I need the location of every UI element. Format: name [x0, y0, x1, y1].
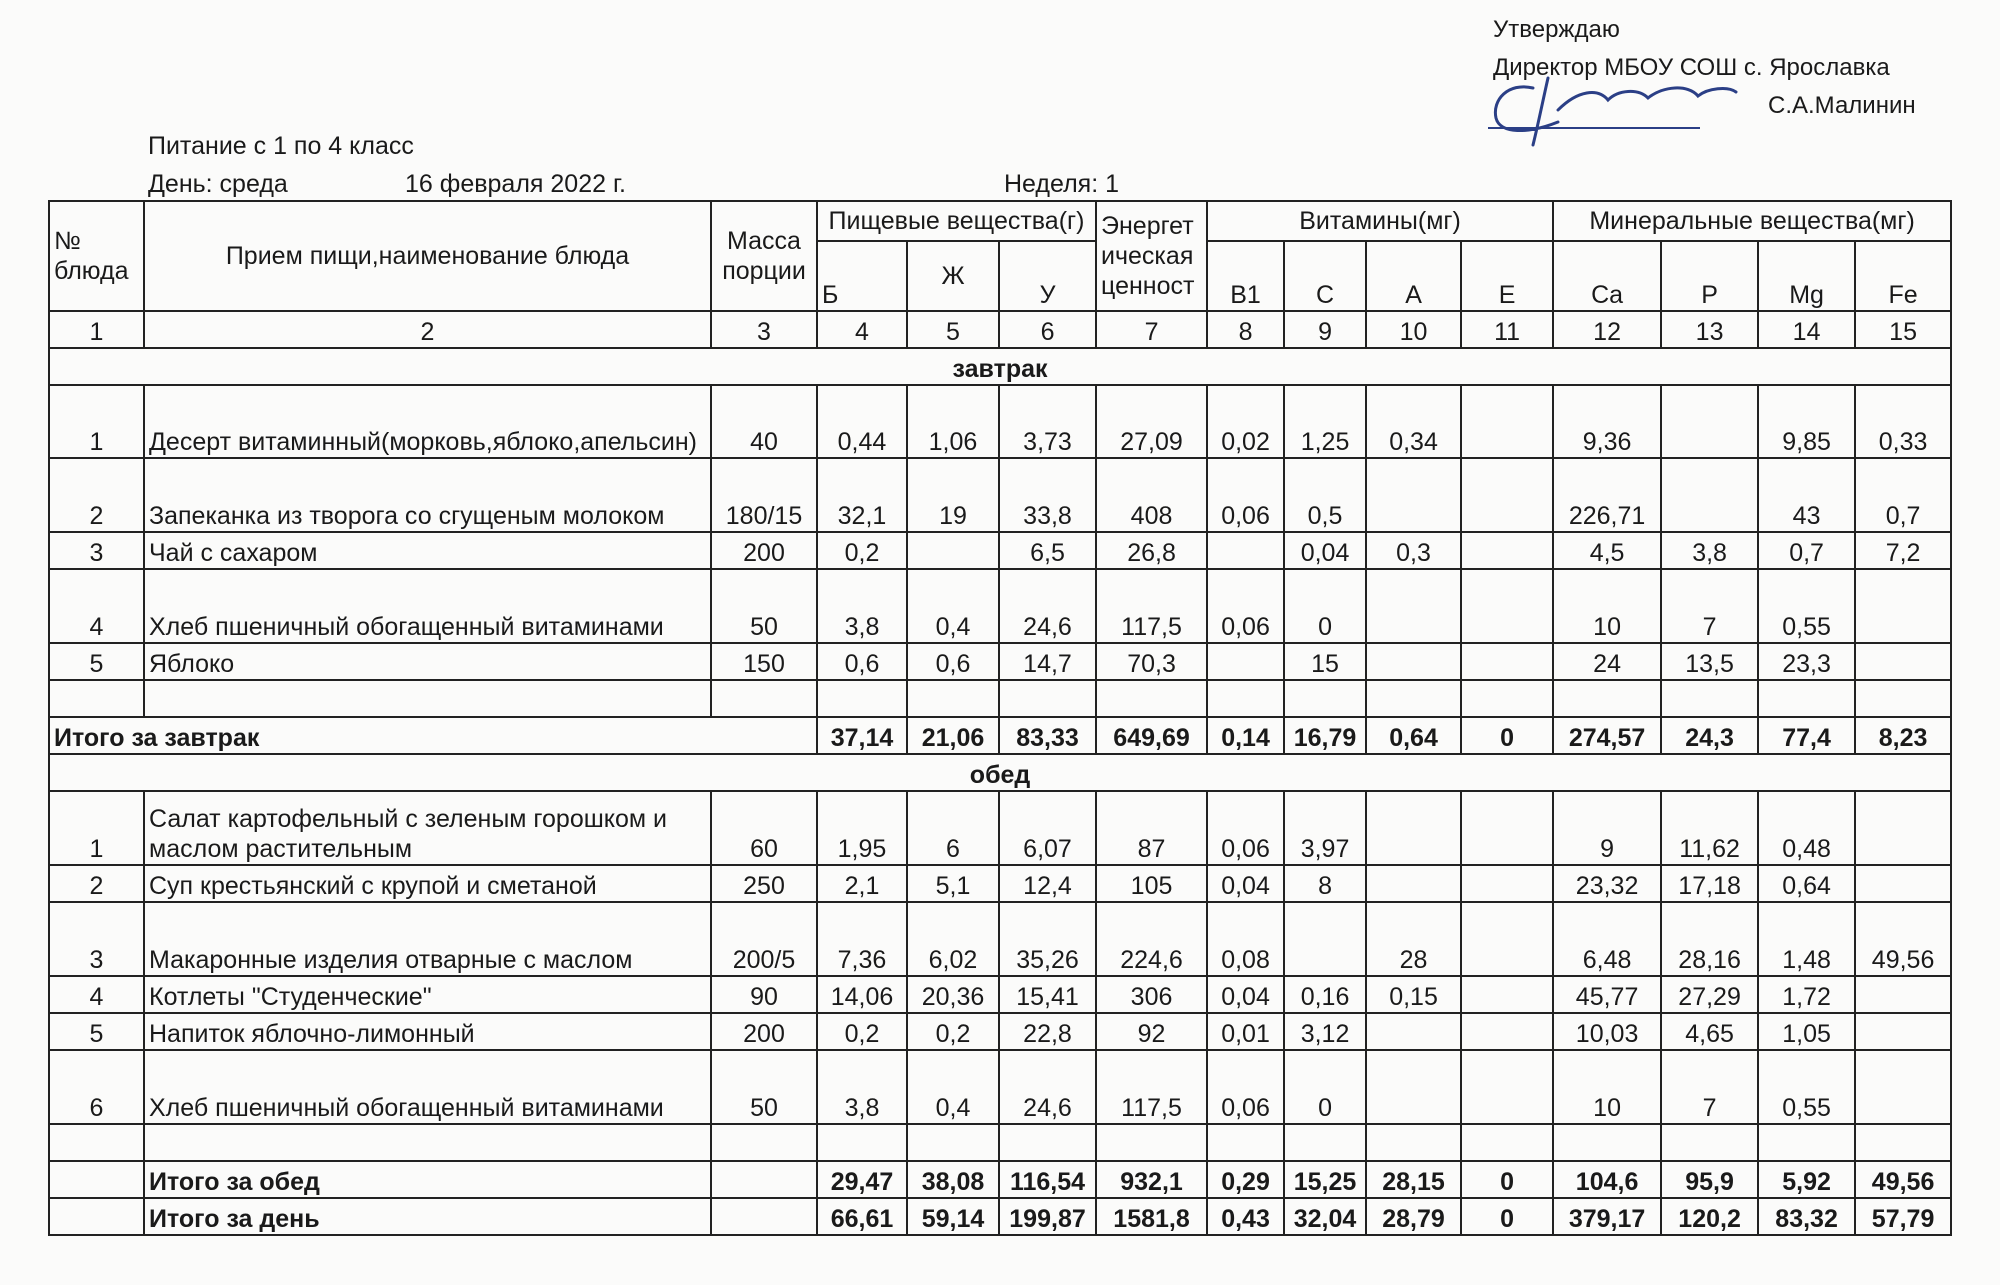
cell-c — [1284, 902, 1366, 976]
cell-fe — [1855, 976, 1951, 1013]
total-a: 28,15 — [1366, 1161, 1461, 1198]
day-total-row — [49, 1198, 1951, 1235]
col-fe: Fe — [1855, 241, 1951, 311]
index-cell: 3 — [711, 311, 817, 348]
dish-number: 5 — [49, 1013, 144, 1050]
total-mg: 83,32 — [1758, 1198, 1855, 1235]
cell-mg: 0,64 — [1758, 865, 1855, 902]
cell-mass: 200/5 — [711, 902, 817, 976]
cell-b1: 0,06 — [1207, 1050, 1284, 1124]
cell-c: 0 — [1284, 569, 1366, 643]
cell-b1: 0,08 — [1207, 902, 1284, 976]
section-breakfast — [49, 348, 1951, 385]
cell-a: 0,15 — [1366, 976, 1461, 1013]
total-zh: 38,08 — [907, 1161, 999, 1198]
index-cell: 15 — [1855, 311, 1951, 348]
cell-c: 0,16 — [1284, 976, 1366, 1013]
cell-p — [1661, 458, 1758, 532]
cell-a — [1366, 1013, 1461, 1050]
cell-a — [1366, 1050, 1461, 1124]
dish-number: 4 — [49, 976, 144, 1013]
table-row — [49, 865, 1951, 902]
cell-b1 — [1207, 532, 1284, 569]
index-cell: 9 — [1284, 311, 1366, 348]
section-lunch — [49, 754, 1951, 791]
table-row — [49, 569, 1951, 643]
cell-b: 0,6 — [817, 643, 907, 680]
approval-line-1: Утверждаю — [1493, 16, 1620, 43]
cell-p: 13,5 — [1661, 643, 1758, 680]
col-c: С — [1284, 241, 1366, 311]
index-cell: 8 — [1207, 311, 1284, 348]
date-label: 16 февраля 2022 г. — [405, 170, 626, 198]
total-ca: 379,17 — [1553, 1198, 1661, 1235]
cell-fe: 49,56 — [1855, 902, 1951, 976]
cell-zh: 19 — [907, 458, 999, 532]
total-c: 16,79 — [1284, 717, 1366, 754]
cell-u: 24,6 — [999, 1050, 1096, 1124]
cell-a: 0,34 — [1366, 385, 1461, 458]
table-row — [49, 458, 1951, 532]
cell-mass: 200 — [711, 1013, 817, 1050]
total-label: Итого за завтрак — [49, 717, 817, 754]
cell-zh: 1,06 — [907, 385, 999, 458]
cell-b: 0,2 — [817, 1013, 907, 1050]
cell-zh — [907, 532, 999, 569]
index-cell: 13 — [1661, 311, 1758, 348]
index-cell: 12 — [1553, 311, 1661, 348]
cell-b1: 0,04 — [1207, 865, 1284, 902]
cell-c: 15 — [1284, 643, 1366, 680]
cell-mg: 1,05 — [1758, 1013, 1855, 1050]
col-energy-2: ическая — [1101, 242, 1194, 270]
col-p: P — [1661, 241, 1758, 311]
table-row — [49, 791, 1951, 865]
index-cell: 2 — [144, 311, 711, 348]
total-mg: 5,92 — [1758, 1161, 1855, 1198]
dish-name: Салат картофельный с зеленым горошком и маслом растительным — [144, 791, 711, 865]
total-energy: 932,1 — [1096, 1161, 1207, 1198]
table-row — [49, 976, 1951, 1013]
cell-p: 28,16 — [1661, 902, 1758, 976]
cell-energy: 224,6 — [1096, 902, 1207, 976]
dish-name: Напиток яблочно-лимонный — [144, 1013, 711, 1050]
dish-number: 5 — [49, 643, 144, 680]
cell-fe — [1855, 1013, 1951, 1050]
table-row — [49, 643, 1951, 680]
cell-p: 11,62 — [1661, 791, 1758, 865]
index-cell: 7 — [1096, 311, 1207, 348]
cell-b1: 0,06 — [1207, 458, 1284, 532]
cell-energy: 87 — [1096, 791, 1207, 865]
col-vitamins: Витамины(мг) — [1207, 201, 1553, 241]
index-cell: 14 — [1758, 311, 1855, 348]
cell-p: 3,8 — [1661, 532, 1758, 569]
section-title: завтрак — [49, 348, 1951, 385]
cell-u: 14,7 — [999, 643, 1096, 680]
week-label: Неделя: 1 — [1004, 170, 1119, 198]
cell-a — [1366, 791, 1461, 865]
cell-energy: 26,8 — [1096, 532, 1207, 569]
cell-b: 3,8 — [817, 1050, 907, 1124]
cell-mg: 43 — [1758, 458, 1855, 532]
total-p: 120,2 — [1661, 1198, 1758, 1235]
cell-u: 22,8 — [999, 1013, 1096, 1050]
dish-number: 3 — [49, 902, 144, 976]
cell-mass: 60 — [711, 791, 817, 865]
dish-name: Яблоко — [144, 643, 711, 680]
col-b: Б — [817, 241, 907, 311]
total-b1: 0,43 — [1207, 1198, 1284, 1235]
total-b1: 0,29 — [1207, 1161, 1284, 1198]
dish-number: 3 — [49, 532, 144, 569]
empty-row — [49, 1124, 1951, 1161]
cell-energy: 27,09 — [1096, 385, 1207, 458]
empty-row — [49, 680, 1951, 717]
cell-b: 3,8 — [817, 569, 907, 643]
total-label: Итого за день — [144, 1198, 711, 1235]
total-c: 32,04 — [1284, 1198, 1366, 1235]
cell-ca: 9,36 — [1553, 385, 1661, 458]
cell-b1: 0,06 — [1207, 791, 1284, 865]
lunch-total-row — [49, 1161, 1951, 1198]
cell-e — [1461, 643, 1553, 680]
day-label: День: среда — [148, 170, 288, 198]
cell-mg: 1,48 — [1758, 902, 1855, 976]
total-ca: 274,57 — [1553, 717, 1661, 754]
cell-c: 8 — [1284, 865, 1366, 902]
cell-e — [1461, 532, 1553, 569]
cell-mg: 0,48 — [1758, 791, 1855, 865]
cell-p: 27,29 — [1661, 976, 1758, 1013]
dish-name: Десерт витаминный(морковь,яблоко,апельсин) — [144, 385, 711, 458]
cell-zh: 5,1 — [907, 865, 999, 902]
cell-ca: 4,5 — [1553, 532, 1661, 569]
dish-number: 6 — [49, 1050, 144, 1124]
cell-e — [1461, 902, 1553, 976]
col-u: У — [999, 241, 1096, 311]
dish-name: Макаронные изделия отварные с маслом — [144, 902, 711, 976]
cell-b: 0,2 — [817, 532, 907, 569]
dish-number: 1 — [49, 791, 144, 865]
total-p: 24,3 — [1661, 717, 1758, 754]
cell-mass: 250 — [711, 865, 817, 902]
cell-c: 3,12 — [1284, 1013, 1366, 1050]
cell-b1: 0,04 — [1207, 976, 1284, 1013]
dish-name: Запеканка из творога со сгущеным молоком — [144, 458, 711, 532]
cell-e — [1461, 976, 1553, 1013]
dish-name: Чай с сахаром — [144, 532, 711, 569]
col-energy-3: ценност — [1101, 272, 1195, 300]
cell-b: 2,1 — [817, 865, 907, 902]
total-u: 116,54 — [999, 1161, 1096, 1198]
cell-b1: 0,06 — [1207, 569, 1284, 643]
total-fe: 57,79 — [1855, 1198, 1951, 1235]
cell-zh: 0,2 — [907, 1013, 999, 1050]
section-title: обед — [49, 754, 1951, 791]
cell-b: 7,36 — [817, 902, 907, 976]
cell-b: 32,1 — [817, 458, 907, 532]
header-row-1 — [49, 201, 1951, 241]
cell-fe: 0,33 — [1855, 385, 1951, 458]
total-u: 83,33 — [999, 717, 1096, 754]
dish-number: 1 — [49, 385, 144, 458]
total-e: 0 — [1461, 1198, 1553, 1235]
total-zh: 59,14 — [907, 1198, 999, 1235]
cell-mass: 180/15 — [711, 458, 817, 532]
table-row — [49, 385, 1951, 458]
cell-a — [1366, 643, 1461, 680]
cell-a — [1366, 458, 1461, 532]
cell-p: 7 — [1661, 569, 1758, 643]
cell-a: 28 — [1366, 902, 1461, 976]
index-cell: 4 — [817, 311, 907, 348]
cell-mass: 90 — [711, 976, 817, 1013]
cell-u: 33,8 — [999, 458, 1096, 532]
cell-p: 17,18 — [1661, 865, 1758, 902]
cell-b1: 0,02 — [1207, 385, 1284, 458]
cell-mass: 50 — [711, 569, 817, 643]
cell-energy: 306 — [1096, 976, 1207, 1013]
total-b: 37,14 — [817, 717, 907, 754]
cell-u: 3,73 — [999, 385, 1096, 458]
col-energy — [1096, 201, 1207, 311]
cell-ca: 226,71 — [1553, 458, 1661, 532]
cell-ca: 6,48 — [1553, 902, 1661, 976]
total-zh: 21,06 — [907, 717, 999, 754]
dish-number: 4 — [49, 569, 144, 643]
cell-c: 0,5 — [1284, 458, 1366, 532]
cell-c: 0 — [1284, 1050, 1366, 1124]
cell-mass: 150 — [711, 643, 817, 680]
director-signature — [1488, 70, 1738, 150]
index-cell: 1 — [49, 311, 144, 348]
total-p: 95,9 — [1661, 1161, 1758, 1198]
cell-zh: 0,6 — [907, 643, 999, 680]
cell-c: 0,04 — [1284, 532, 1366, 569]
cell-c: 3,97 — [1284, 791, 1366, 865]
cell-b: 0,44 — [817, 385, 907, 458]
total-energy: 649,69 — [1096, 717, 1207, 754]
cell-u: 6,5 — [999, 532, 1096, 569]
cell-p: 4,65 — [1661, 1013, 1758, 1050]
col-b1: В1 — [1207, 241, 1284, 311]
total-energy: 1581,8 — [1096, 1198, 1207, 1235]
cell-fe — [1855, 569, 1951, 643]
cell-e — [1461, 569, 1553, 643]
cell-energy: 117,5 — [1096, 569, 1207, 643]
total-label: Итого за обед — [144, 1161, 711, 1198]
cell-b1: 0,01 — [1207, 1013, 1284, 1050]
col-ca: Ca — [1553, 241, 1661, 311]
cell-e — [1461, 791, 1553, 865]
cell-mass: 200 — [711, 532, 817, 569]
col-a: А — [1366, 241, 1461, 311]
cell-energy: 117,5 — [1096, 1050, 1207, 1124]
cell-mg: 23,3 — [1758, 643, 1855, 680]
cell-e — [1461, 1013, 1553, 1050]
col-e: Е — [1461, 241, 1553, 311]
cell-mg: 9,85 — [1758, 385, 1855, 458]
cell-ca: 45,77 — [1553, 976, 1661, 1013]
index-cell: 6 — [999, 311, 1096, 348]
cell-fe: 7,2 — [1855, 532, 1951, 569]
table-row — [49, 532, 1951, 569]
col-nutrients: Пищевые вещества(г) — [817, 201, 1096, 241]
cell-fe — [1855, 791, 1951, 865]
cell-mg: 1,72 — [1758, 976, 1855, 1013]
group-title: Питание с 1 по 4 класс — [148, 132, 414, 160]
approval-line-2: Директор МБОУ СОШ с. Ярославка — [1493, 54, 1890, 81]
cell-ca: 10 — [1553, 1050, 1661, 1124]
cell-b: 1,95 — [817, 791, 907, 865]
cell-mass: 50 — [711, 1050, 817, 1124]
total-a: 0,64 — [1366, 717, 1461, 754]
dish-name: Хлеб пшеничный обогащенный витаминами — [144, 1050, 711, 1124]
cell-p: 7 — [1661, 1050, 1758, 1124]
cell-ca: 24 — [1553, 643, 1661, 680]
total-fe: 49,56 — [1855, 1161, 1951, 1198]
col-minerals: Минеральные вещества(мг) — [1553, 201, 1951, 241]
cell-e — [1461, 385, 1553, 458]
total-b: 29,47 — [817, 1161, 907, 1198]
cell-a: 0,3 — [1366, 532, 1461, 569]
index-cell: 11 — [1461, 311, 1553, 348]
cell-fe — [1855, 865, 1951, 902]
total-e: 0 — [1461, 717, 1553, 754]
total-ca: 104,6 — [1553, 1161, 1661, 1198]
cell-zh: 6 — [907, 791, 999, 865]
cell-a — [1366, 569, 1461, 643]
col-zh: Ж — [907, 241, 999, 311]
cell-energy: 105 — [1096, 865, 1207, 902]
index-cell: 10 — [1366, 311, 1461, 348]
cell-c: 1,25 — [1284, 385, 1366, 458]
cell-u: 15,41 — [999, 976, 1096, 1013]
cell-u: 35,26 — [999, 902, 1096, 976]
cell-fe — [1855, 1050, 1951, 1124]
cell-b1 — [1207, 643, 1284, 680]
col-mg: Mg — [1758, 241, 1855, 311]
total-b: 66,61 — [817, 1198, 907, 1235]
cell-energy: 70,3 — [1096, 643, 1207, 680]
approval-director-name: С.А.Малинин — [1768, 92, 1916, 119]
cell-zh: 20,36 — [907, 976, 999, 1013]
dish-name: Котлеты "Студенческие" — [144, 976, 711, 1013]
cell-fe — [1855, 643, 1951, 680]
cell-u: 12,4 — [999, 865, 1096, 902]
col-dish: Прием пищи,наименование блюда — [144, 201, 711, 311]
cell-u: 24,6 — [999, 569, 1096, 643]
dish-number: 2 — [49, 865, 144, 902]
breakfast-total-row — [49, 717, 1951, 754]
col-num: № блюда — [49, 201, 144, 311]
table-row — [49, 1050, 1951, 1124]
cell-b: 14,06 — [817, 976, 907, 1013]
table-row — [49, 902, 1951, 976]
total-mg: 77,4 — [1758, 717, 1855, 754]
cell-u: 6,07 — [999, 791, 1096, 865]
index-cell: 5 — [907, 311, 999, 348]
cell-ca: 9 — [1553, 791, 1661, 865]
cell-zh: 0,4 — [907, 1050, 999, 1124]
cell-a — [1366, 865, 1461, 902]
cell-mass: 40 — [711, 385, 817, 458]
cell-zh: 0,4 — [907, 569, 999, 643]
total-fe: 8,23 — [1855, 717, 1951, 754]
cell-mg: 0,55 — [1758, 1050, 1855, 1124]
index-row — [49, 311, 1951, 348]
cell-fe: 0,7 — [1855, 458, 1951, 532]
total-c: 15,25 — [1284, 1161, 1366, 1198]
cell-energy: 408 — [1096, 458, 1207, 532]
col-energy-1: Энергет — [1101, 212, 1194, 240]
cell-ca: 23,32 — [1553, 865, 1661, 902]
cell-mg: 0,7 — [1758, 532, 1855, 569]
total-u: 199,87 — [999, 1198, 1096, 1235]
table-row — [49, 1013, 1951, 1050]
total-a: 28,79 — [1366, 1198, 1461, 1235]
dish-number: 2 — [49, 458, 144, 532]
cell-ca: 10,03 — [1553, 1013, 1661, 1050]
cell-energy: 92 — [1096, 1013, 1207, 1050]
cell-e — [1461, 458, 1553, 532]
cell-e — [1461, 1050, 1553, 1124]
col-mass: Масса порции — [711, 201, 817, 311]
cell-e — [1461, 865, 1553, 902]
menu-table — [48, 200, 1952, 1236]
cell-mg: 0,55 — [1758, 569, 1855, 643]
dish-name: Хлеб пшеничный обогащенный витаминами — [144, 569, 711, 643]
total-b1: 0,14 — [1207, 717, 1284, 754]
cell-zh: 6,02 — [907, 902, 999, 976]
cell-ca: 10 — [1553, 569, 1661, 643]
total-e: 0 — [1461, 1161, 1553, 1198]
cell-p — [1661, 385, 1758, 458]
dish-name: Суп крестьянский с крупой и сметаной — [144, 865, 711, 902]
